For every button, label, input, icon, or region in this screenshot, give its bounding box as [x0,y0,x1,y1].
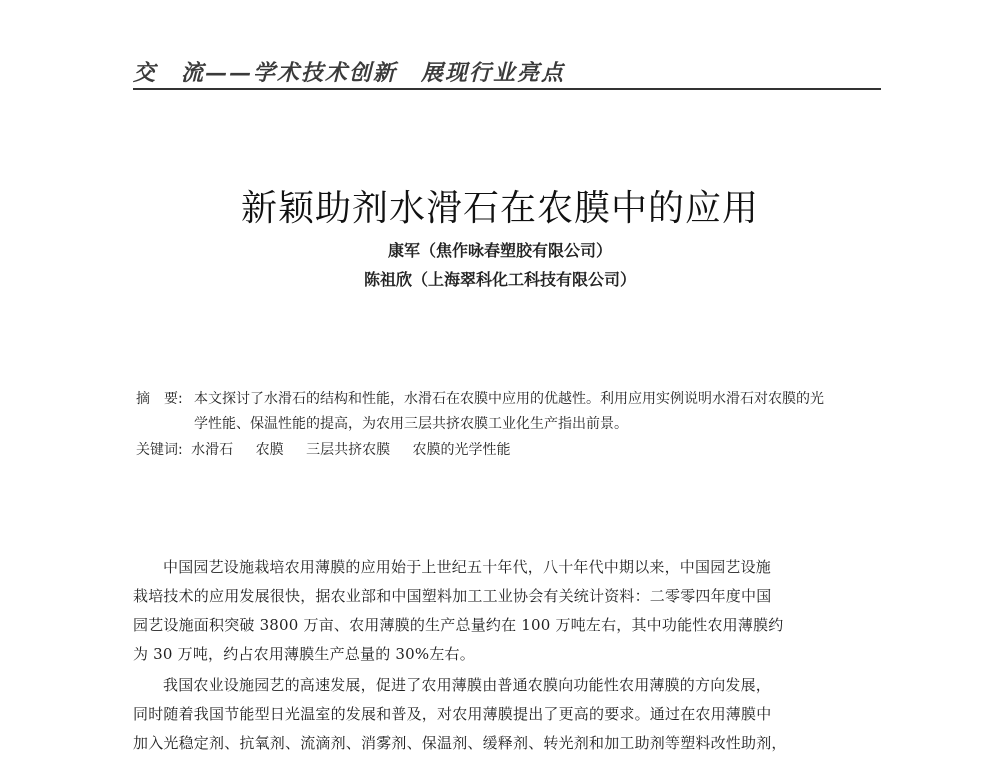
keyword: 三层共挤农膜 [306,442,391,458]
author-line: 康军（焦作咏春塑胶有限公司） [387,241,612,260]
keyword: 农膜 [255,442,284,458]
article-title: 新颖助剂水滑石在农膜中的应用 [240,188,759,229]
abstract-line: 本文探讨了水滑石的结构和性能，水滑石在农膜中应用的优越性。利用应用实例说明水滑石对农膜的光 [194,391,824,407]
keyword: 水滑石 [191,442,234,458]
keywords [136,439,529,461]
body-line: 我国农业设施园艺的高速发展，促进了农用薄膜由普通农膜向功能性农用薄膜的方向发展， [163,676,772,694]
abstract-label: 摘 要: [136,391,183,407]
body-line: 栽培技术的应用发展很快，据农业部和中国塑料加工工业协会有关统计资料：二零零四年度中国 [133,587,772,605]
body-line: 同时随着我国节能型日光温室的发展和普及，对农用薄膜提出了更高的要求。通过在农用薄膜中 [133,705,772,723]
body-line: 加入光稳定剂、抗氧剂、流滴剂、消雾剂、保温剂、缓释剂、转光剂和加工助剂等塑料改性助剂， [133,734,787,752]
running-header [133,54,881,90]
body-line: 园艺设施面积突破 3800 万亩、农用薄膜的生产总量约在 100 万吨左右，其中功能性农用薄膜约 [133,616,784,634]
body-line: 中国园艺设施栽培农用薄膜的应用始于上世纪五十年代，八十年代中期以来，中国园艺设施 [163,558,772,576]
author-line: 陈祖欣（上海翠科化工科技有限公司） [363,270,636,289]
abstract-line: 学性能、保温性能的提高，为农用三层共挤农膜工业化生产指出前景。 [194,416,628,432]
running-header-text: 交 流——学术技术创新 展现行业亮点 [133,60,566,86]
keywords-label: 关键词: [136,442,183,458]
body-line: 为 30 万吨，约占农用薄膜生产总量的 30%左右。 [133,645,475,663]
keyword: 农膜的光学性能 [412,442,511,458]
